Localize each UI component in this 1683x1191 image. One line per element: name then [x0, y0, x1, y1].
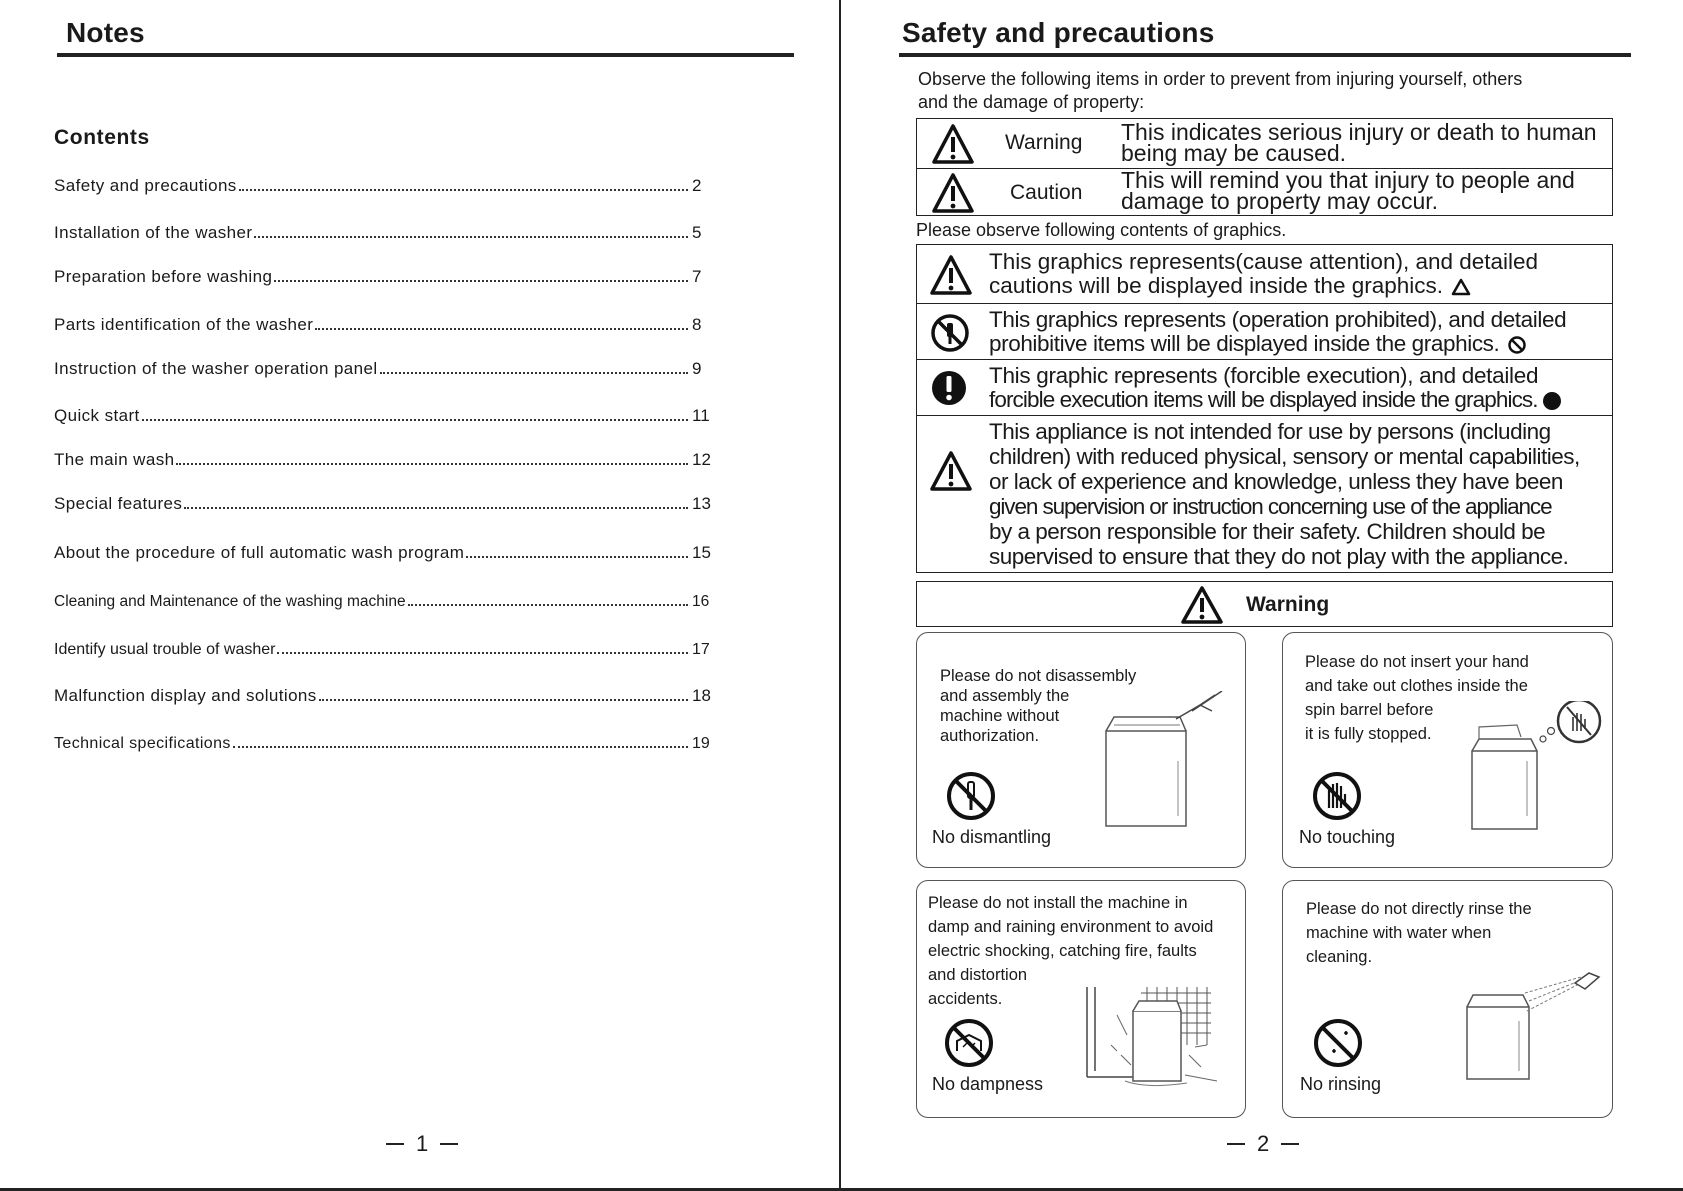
graphics-table	[916, 244, 1613, 573]
graphics-text	[989, 250, 1607, 298]
graphics-line: given supervision or instruction concerning use of the appliance	[989, 494, 1552, 519]
toc-label: Safety and precautions	[54, 176, 237, 195]
graphics-text	[989, 364, 1607, 412]
graphics-line: or lack of experience and knowledge, unless they have been	[989, 469, 1563, 494]
toc-leader-dots	[239, 189, 688, 191]
prohibited-circle-icon	[929, 312, 971, 354]
page-number	[386, 1131, 458, 1157]
toc-page-number: 8	[692, 315, 702, 334]
toc-label: Parts identification of the washer	[54, 315, 314, 334]
toc-label: Malfunction display and solutions	[54, 686, 317, 705]
graphics-line: supervised to ensure that they do not play with the appliance.	[989, 544, 1569, 569]
graphics-note: Please observe following contents of graphics.	[916, 220, 1287, 240]
toc-item[interactable]	[54, 265, 714, 287]
card-line: spin barrel before	[1305, 701, 1434, 719]
toc-item[interactable]	[54, 684, 714, 706]
caution-triangle-icon	[931, 172, 975, 214]
page-title-safety: Safety and precautions	[902, 17, 1215, 48]
toc-page-number: 18	[692, 686, 711, 705]
toc-item[interactable]	[54, 313, 714, 335]
card-line: and assembly the	[940, 687, 1070, 705]
graphics-row-appliance-notice	[917, 416, 1612, 572]
toc-leader-dots	[408, 604, 688, 606]
washer-damp-environment-illustration	[1077, 985, 1242, 1095]
warning-triangle-icon	[931, 123, 975, 165]
toc-page-number: 5	[692, 223, 702, 242]
toc-label: Identify usual trouble of washer	[54, 641, 276, 658]
caution-label: Caution	[1010, 181, 1083, 204]
toc-leader-dots	[315, 328, 688, 330]
toc-item[interactable]	[54, 221, 714, 243]
toc-page-number: 11	[692, 406, 710, 425]
graphics-line-text: cautions will be displayed inside the graphics.	[989, 273, 1444, 298]
warning-triangle-icon	[1180, 585, 1224, 625]
desc-line: being may be caused.	[1121, 140, 1347, 166]
toc-leader-dots	[142, 419, 688, 421]
card-line: it is fully stopped.	[1305, 725, 1432, 743]
graphics-line	[989, 274, 1607, 298]
washer-rinsing-illustration	[1461, 971, 1606, 1081]
desc-line: This indicates serious injury or death to human	[1121, 119, 1597, 145]
title-rule	[57, 53, 794, 57]
toc-label: Quick start	[54, 406, 140, 425]
safety-card-no-dismantling	[916, 632, 1246, 868]
page-number-value: 2	[1257, 1131, 1270, 1156]
title-rule	[899, 53, 1631, 57]
safety-card-no-rinsing	[1282, 880, 1613, 1118]
toc-leader-dots	[380, 372, 688, 374]
graphics-line: This graphics represents (operation prohibited), and detailed	[989, 307, 1567, 332]
toc-leader-dots	[254, 236, 688, 238]
card-line: Please do not disassembly	[940, 667, 1137, 685]
attention-triangle-icon	[929, 450, 973, 492]
graphics-line: This graphic represents (forcible execution), and detailed	[989, 363, 1539, 388]
toc-label: Installation of the washer	[54, 223, 253, 242]
intro-text	[918, 68, 1522, 114]
page-number-dash	[386, 1143, 404, 1145]
small-filled-circle-icon	[1542, 391, 1562, 411]
toc-label: Technical specifications	[54, 735, 231, 752]
card-line: damp and raining environment to avoid	[928, 918, 1214, 936]
attention-triangle-icon	[929, 254, 973, 296]
warning-description	[1121, 119, 1597, 166]
page-title-notes: Notes	[66, 17, 145, 48]
toc-page-number: 2	[692, 176, 702, 195]
card-caption: No touching	[1299, 827, 1396, 847]
washer-open-lid-illustration	[1100, 691, 1230, 831]
card-line: authorization.	[940, 727, 1040, 745]
caution-description	[1121, 167, 1575, 214]
toc-label: Cleaning and Maintenance of the washing machine	[54, 593, 406, 610]
toc-leader-dots	[233, 746, 688, 748]
desc-line: damage to property may occur.	[1121, 188, 1439, 214]
small-triangle-icon	[1451, 278, 1471, 296]
desc-line: This will remind you that injury to people and	[1121, 167, 1575, 193]
no-touching-icon	[1311, 770, 1363, 822]
graphics-row-forcible	[917, 360, 1612, 416]
toc-page-number: 7	[692, 267, 702, 286]
warning-banner-label: Warning	[1246, 593, 1330, 616]
no-dismantling-icon	[945, 770, 997, 822]
graphics-line: children) with reduced physical, sensory or mental capabilities,	[989, 444, 1580, 469]
page-number-dash	[440, 1143, 458, 1145]
card-line: and take out clothes inside the	[1305, 677, 1528, 695]
toc-page-number: 9	[692, 359, 702, 378]
contents-heading: Contents	[54, 126, 150, 149]
toc-label: About the procedure of full automatic wash program	[54, 543, 465, 562]
graphics-line	[989, 332, 1607, 356]
warning-label: Warning	[1005, 131, 1083, 154]
card-line: and distortion	[928, 966, 1028, 984]
graphics-text	[989, 308, 1607, 356]
toc-leader-dots	[176, 463, 688, 465]
card-line: cleaning.	[1306, 948, 1373, 966]
toc-leader-dots	[466, 556, 688, 558]
toc-item[interactable]	[54, 357, 714, 379]
graphics-line-text: forcible execution items will be displayed inside the graphics.	[989, 387, 1538, 412]
page-number-dash	[1227, 1143, 1245, 1145]
toc-label: Instruction of the washer operation panel	[54, 359, 378, 378]
graphics-line: This graphics represents(cause attention), and detailed	[989, 249, 1539, 274]
toc-leader-dots	[277, 652, 688, 654]
safety-card-no-touching	[1282, 632, 1613, 868]
toc-page-number: 19	[692, 735, 710, 752]
page-number	[1227, 1131, 1299, 1157]
toc-leader-dots	[319, 699, 688, 701]
toc-item[interactable]	[54, 541, 714, 563]
toc-label: Special features	[54, 494, 183, 513]
card-caption: No dampness	[932, 1074, 1044, 1094]
toc-item[interactable]	[54, 404, 714, 426]
card-caption: No dismantling	[932, 827, 1052, 847]
toc-page-number: 13	[692, 494, 711, 513]
caution-legend-row	[916, 168, 1613, 216]
page-number-value: 1	[416, 1131, 429, 1156]
no-rinsing-icon	[1312, 1017, 1364, 1069]
toc-page-number: 15	[692, 543, 711, 562]
toc-label: The main wash	[54, 450, 175, 469]
no-dampness-icon	[943, 1017, 995, 1069]
small-prohibited-icon	[1507, 335, 1527, 355]
page-number-dash	[1281, 1143, 1299, 1145]
graphics-line: This appliance is not intended for use by persons (including	[989, 419, 1551, 444]
toc-item[interactable]	[54, 174, 714, 196]
card-line: accidents.	[928, 990, 1003, 1008]
graphics-row-attention	[917, 245, 1612, 304]
toc-leader-dots	[184, 507, 688, 509]
toc-label: Preparation before washing	[54, 267, 273, 286]
graphics-line	[989, 388, 1607, 412]
washer-spinning-illustration	[1467, 701, 1607, 831]
forcible-execution-icon	[929, 368, 969, 408]
intro-line: Observe the following items in order to prevent from injuring yourself, others	[918, 69, 1523, 89]
toc-item[interactable]	[54, 637, 714, 659]
toc-item[interactable]	[54, 448, 714, 470]
left-page	[0, 0, 841, 1191]
graphics-line: by a person responsible for their safety. Children should be	[989, 519, 1546, 544]
graphics-text	[989, 419, 1607, 569]
intro-line: and the damage of property:	[918, 92, 1145, 112]
toc-item[interactable]	[54, 492, 714, 514]
card-line: Please do not install the machine in	[928, 894, 1188, 912]
card-caption: No rinsing	[1300, 1074, 1382, 1094]
card-line: machine with water when	[1306, 924, 1492, 942]
toc-item[interactable]	[54, 589, 714, 611]
toc-page-number: 16	[692, 593, 710, 610]
card-line: machine without	[940, 707, 1060, 725]
graphics-line-text: prohibitive items will be displayed inside the graphics.	[989, 331, 1500, 356]
warning-legend-row	[916, 118, 1613, 169]
safety-card-no-dampness	[916, 880, 1246, 1118]
card-line: electric shocking, catching fire, faults	[928, 942, 1197, 960]
warning-banner	[916, 581, 1613, 627]
card-line: Please do not insert your hand	[1305, 653, 1529, 671]
toc-leader-dots	[274, 280, 688, 282]
card-text	[1306, 897, 1532, 969]
toc-page-number: 17	[692, 641, 710, 658]
card-line: Please do not directly rinse the	[1306, 900, 1532, 918]
toc-page-number: 12	[692, 450, 711, 469]
toc-item[interactable]	[54, 731, 714, 753]
graphics-row-prohibited	[917, 304, 1612, 360]
